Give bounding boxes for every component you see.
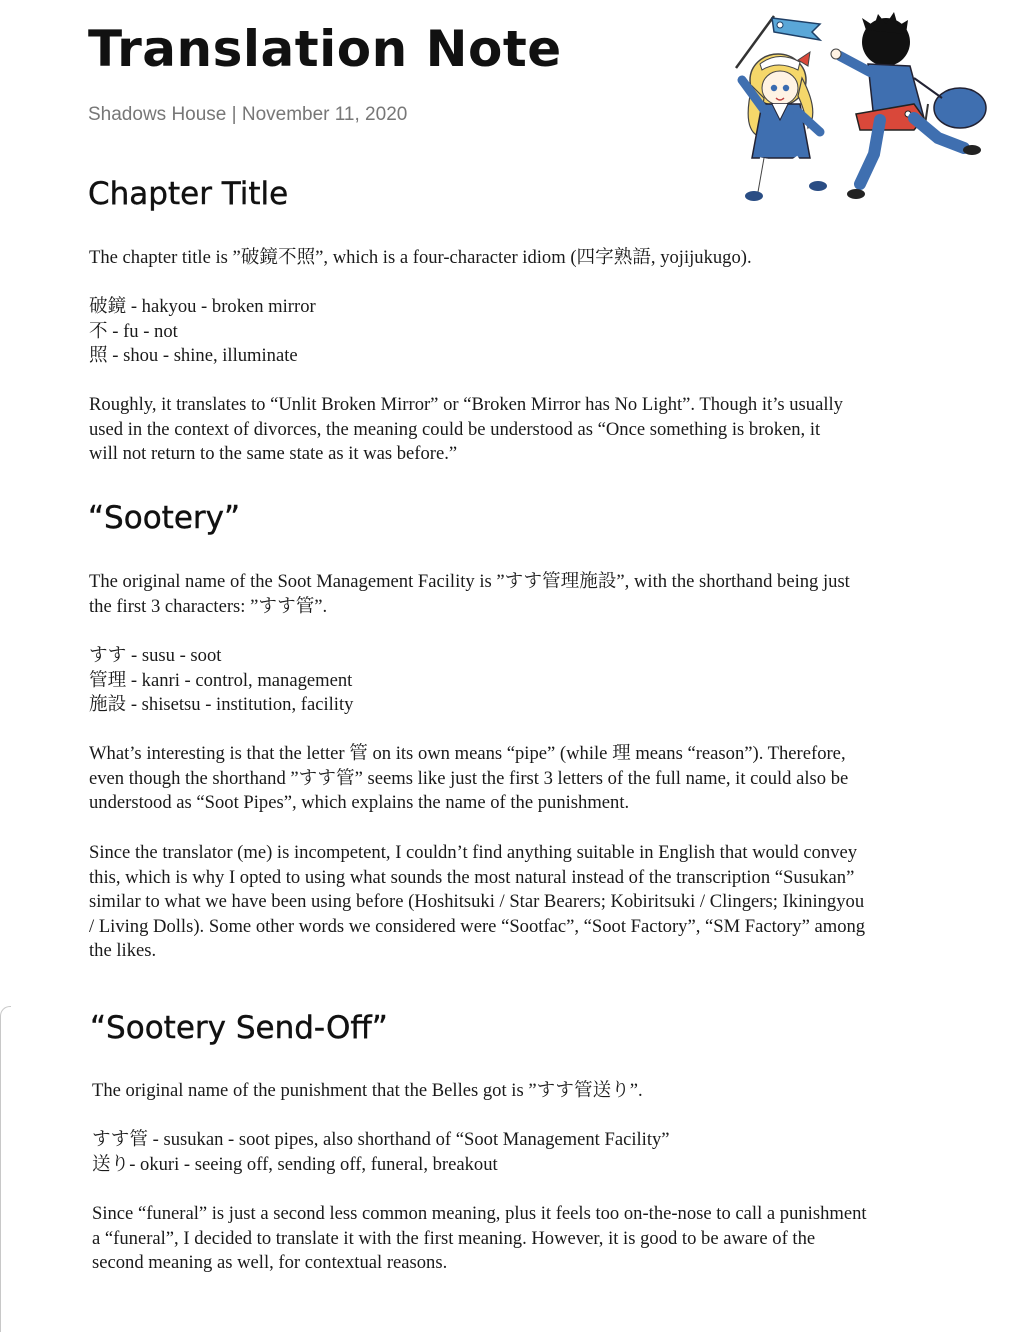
paragraph-line: used in the context of divorces, the meaning could be understood as “Once something is broken, it [89, 418, 821, 440]
paragraph-line: Since the translator (me) is incompetent, I couldn’t find anything suitable in English that would convey [89, 842, 858, 863]
send-off-glossary [92, 1128, 952, 1177]
paragraph-line: understood as “Soot Pipes”, which explains the name of the punishment. [89, 792, 630, 813]
send-off-explanation [92, 1202, 952, 1276]
chapter-title-glossary [89, 295, 949, 369]
page-edge-divider [0, 1006, 11, 1332]
sootery-choice-note [89, 841, 949, 964]
glossary-item: 破鏡 - hakyou - broken mirror [89, 296, 316, 317]
glossary-item: 不 - fu - not [89, 320, 178, 342]
send-off-intro: The original name of the punishment that the Belles got is ”すす管送り”. [92, 1080, 643, 1101]
paragraph-line: second meaning as well, for contextual reasons. [92, 1252, 448, 1273]
paragraph-line: Since “funeral” is just a second less common meaning, plus it feels too on-the-nose to call a punishment [92, 1203, 867, 1224]
sootery-glossary [89, 644, 949, 718]
paragraph-line: What’s interesting is that the letter 管 on its own means “pipe” (while 理 means “reason”). Therefore, [89, 743, 846, 764]
paragraph-line: / Living Dolls). Some other words we considered were “Sootfac”, “Soot Factory”, “SM Factory” among [89, 915, 866, 937]
glossary-item: すす - susu - soot [89, 645, 222, 666]
paragraph-line: this, which is why I opted to using what sounds the most natural instead of the transcription “Susukan” [89, 866, 855, 888]
paragraph-line: a “funeral”, I decided to translate it with the first meaning. However, it is good to be aware of the [92, 1227, 816, 1249]
paragraph-line: Roughly, it translates to “Unlit Broken Mirror” or “Broken Mirror has No Light”. Though it’s usually [89, 394, 843, 415]
chapter-title-intro: The chapter title is ”破鏡不照”, which is a four-character idiom (四字熟語, yojijukugo). [89, 247, 752, 268]
section-heading-chapter-title: Chapter Title [88, 176, 289, 212]
section-heading-sootery: “Sootery” [88, 500, 241, 536]
sootery-pipe-note [89, 742, 949, 816]
document-meta: Shadows House | November 11, 2020 [88, 104, 408, 125]
paragraph-line: even though the shorthand ”すす管” seems like just the first 3 letters of the full name, it could also be [89, 767, 849, 789]
paragraph-line: the likes. [89, 940, 157, 961]
document-title: Translation Note [88, 20, 562, 78]
paragraph-line: the first 3 characters: ”すす管”. [89, 595, 328, 617]
glossary-item: 照 - shou - shine, illuminate [89, 345, 298, 366]
section-heading-sootery-send-off: “Sootery Send-Off” [90, 1010, 388, 1046]
glossary-item: 施設 - shisetsu - institution, facility [89, 694, 354, 715]
chibi-illustration [728, 8, 990, 208]
sootery-intro [89, 570, 949, 619]
glossary-item: 管理 - kanri - control, management [89, 669, 353, 691]
chapter-title-explanation [89, 393, 949, 467]
paragraph-line: similar to what we have been using before (Hoshitsuki / Star Bearers; Kobiritsuki / Clingers; Ikiningyou [89, 891, 865, 912]
paragraph-line: The original name of the Soot Management Facility is ”すす管理施設”, with the shorthand being just [89, 571, 850, 592]
glossary-item: 送り- okuri - seeing off, sending off, funeral, breakout [92, 1153, 498, 1175]
glossary-item: すす管 - susukan - soot pipes, also shorthand of “Soot Management Facility” [92, 1129, 670, 1150]
paragraph-line: will not return to the same state as it was before.” [89, 443, 458, 464]
